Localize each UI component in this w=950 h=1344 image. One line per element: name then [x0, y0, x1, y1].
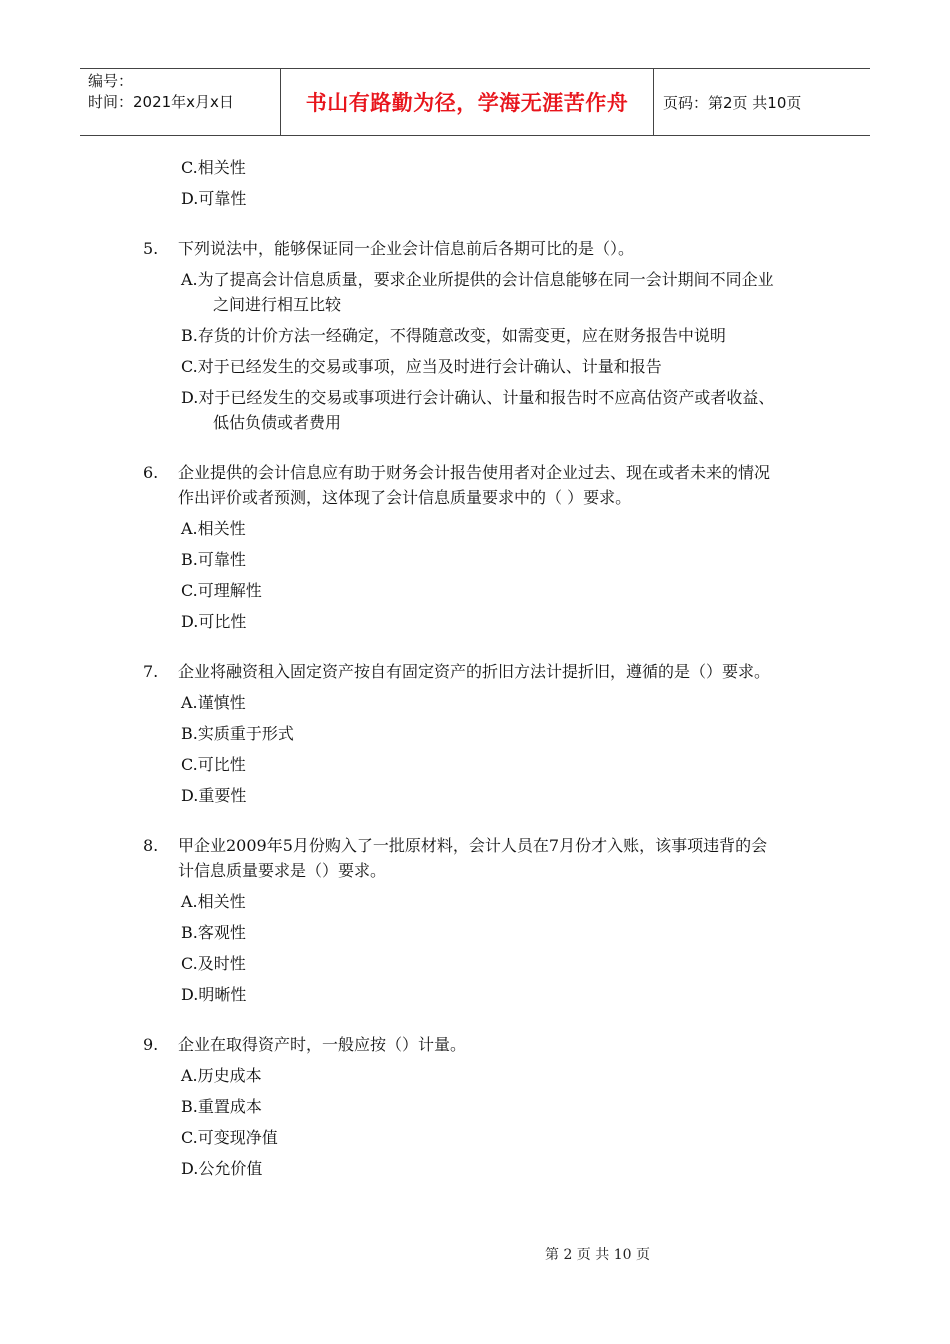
question-text: 企业将融资租入固定资产按自有固定资产的折旧方法计提折旧，遵循的是（）要求。	[178, 662, 771, 681]
option-item: C.可比性	[181, 755, 246, 774]
option-item: C.及时性	[181, 954, 246, 973]
header-page-info: 页码：第2页 共10页	[663, 93, 802, 112]
number-label: 编号：	[88, 72, 134, 90]
question-text: 下列说法中，能够保证同一企业会计信息前后各期可比的是（）。	[178, 239, 635, 258]
option-item: C.对于已经发生的交易或事项，应当及时进行会计确认、计量和报告	[181, 357, 662, 376]
question-text: 甲企业2009年5月份购入了一批原材料，会计人员在7月份才入账，该事项违背的会	[178, 836, 768, 855]
option-item: A.相关性	[181, 892, 246, 911]
page-footer	[0, 1244, 950, 1264]
question-number: 6.	[143, 463, 159, 482]
footer-page-number: 第 2 页 共 10 页	[545, 1247, 650, 1263]
question-7	[0, 659, 950, 808]
option-item: B.实质重于形式	[181, 724, 294, 743]
question-9	[0, 1032, 950, 1181]
question-5	[0, 236, 950, 435]
option-item: B.客观性	[181, 923, 246, 942]
question-number: 7.	[143, 662, 159, 681]
option-item: D.可靠性	[181, 189, 247, 208]
option-item: C.可理解性	[181, 581, 262, 600]
option-item: D.公允价值	[181, 1159, 263, 1178]
option-item: D.明晰性	[181, 985, 247, 1004]
question-text: 企业提供的会计信息应有助于财务会计报告使用者对企业过去、现在或者未来的情况	[178, 463, 771, 482]
option-item: D.可比性	[181, 612, 247, 631]
question-list	[0, 155, 950, 1187]
option-item: D.重要性	[181, 786, 247, 805]
option-item: C.相关性	[181, 158, 246, 177]
time-label: 时间：2021年x月x日	[88, 93, 234, 111]
question-number: 8.	[143, 836, 159, 855]
header-meta	[80, 69, 281, 135]
question-text: 计信息质量要求是（）要求。	[178, 861, 387, 880]
option-item: C.可变现净值	[181, 1128, 278, 1147]
option-item: B.存货的计价方法一经确定，不得随意改变，如需变更，应在财务报告中说明	[181, 326, 726, 345]
question-stem	[0, 833, 950, 883]
option-item: A.历史成本	[181, 1066, 262, 1085]
option-item: A.为了提高会计信息质量，要求企业所提供的会计信息能够在同一会计期间不同企业 之间进行相互比较	[181, 270, 774, 314]
question-stem	[0, 1032, 950, 1057]
option-item: D.对于已经发生的交易或事项进行会计确认、计量和报告时不应高估资产或者收益、 低估负债或者费用	[181, 388, 775, 432]
question-text: 作出评价或者预测，这体现了会计信息质量要求中的（ ）要求。	[178, 488, 632, 507]
option-item: B.可靠性	[181, 550, 246, 569]
option-item: A.谨慎性	[181, 693, 246, 712]
option-item: A.相关性	[181, 519, 246, 538]
question-number: 9.	[143, 1035, 159, 1054]
question-8	[0, 833, 950, 1007]
option-item: B.重置成本	[181, 1097, 262, 1116]
question-6	[0, 460, 950, 634]
question-text: 企业在取得资产时，一般应按（）计量。	[178, 1035, 467, 1054]
question-stem	[0, 236, 950, 261]
question-number: 5.	[143, 239, 159, 258]
header-motto: 书山有路勤为径，学海无涯苦作舟	[281, 69, 654, 135]
page-header	[80, 68, 870, 136]
question-stem	[0, 659, 950, 684]
question-stem	[0, 460, 950, 510]
